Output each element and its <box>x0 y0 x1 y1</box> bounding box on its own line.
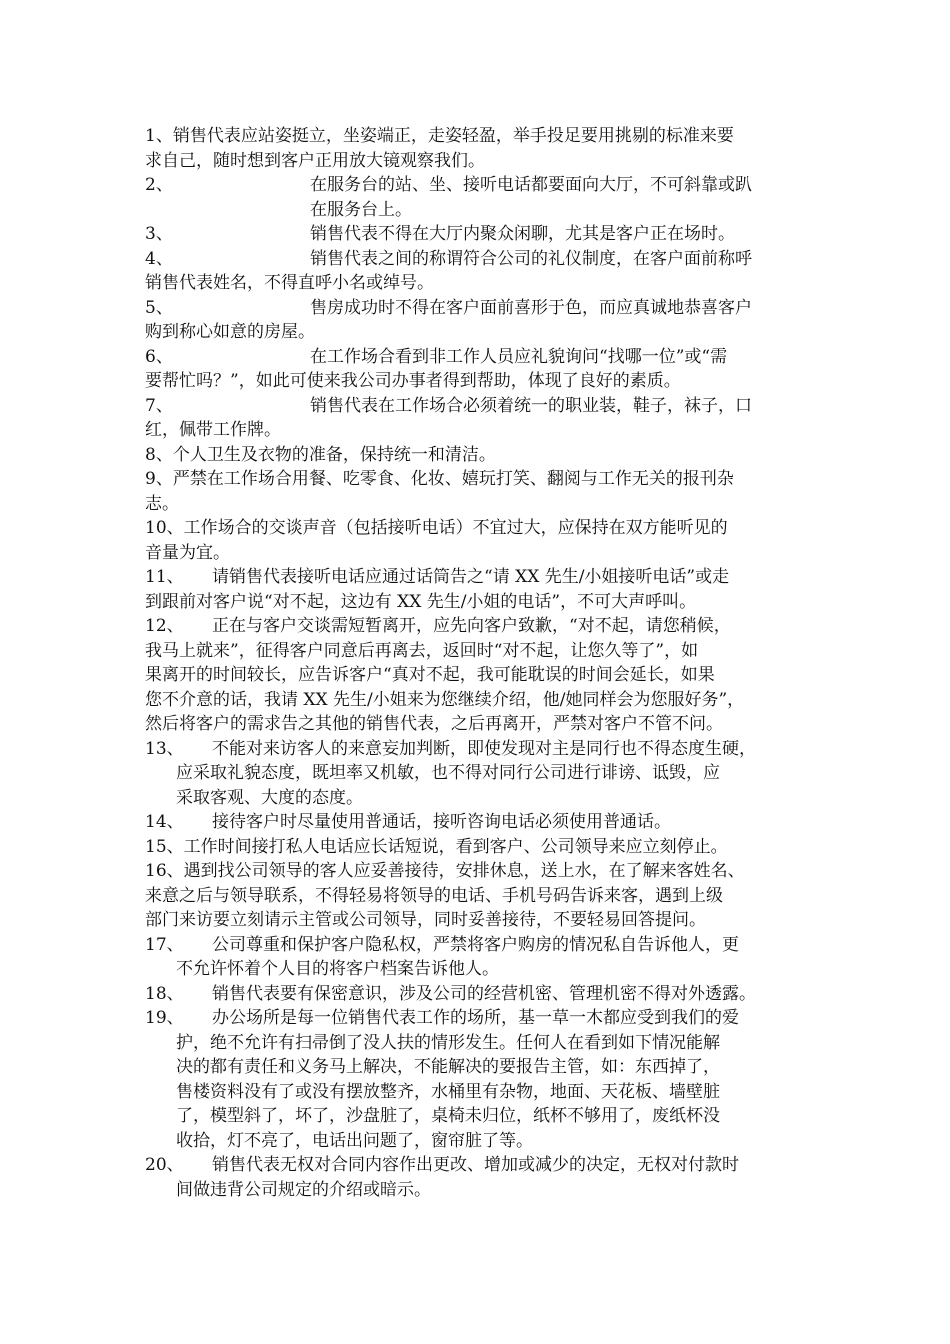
rule-19 <box>145 1006 820 1153</box>
rule-text: 售楼资料没有了或没有摆放整齐，水桶里有杂物，地面、天花板、墙壁脏 <box>176 1081 720 1102</box>
rule-number: 20、 <box>145 1155 184 1175</box>
rule-text: 严禁在工作场合用餐、吃零食、化妆、嬉玩打笑、翻阅与工作无关的报刊杂 <box>172 469 734 489</box>
rule-text: 购到称心如意的房屋。 <box>145 322 315 342</box>
rule-text: 接待客户时尽量使用普通话，接听咨询电话必须使用普通话。 <box>212 812 671 832</box>
rule-text: 办公场所是每一位销售代表工作的场所，基一草一木都应受到我们的爱 <box>212 1008 739 1028</box>
rule-text: 公司尊重和保护客户隐私权，严禁将客户购房的情况私自告诉他人，更 <box>212 934 739 955</box>
rule-text: 采取客观、大度的态度。 <box>176 787 363 808</box>
rule-13 <box>145 737 820 811</box>
rule-text: 不允许怀着个人目的将客户档案告诉他人。 <box>176 959 499 979</box>
rule-text: 红，佩带工作牌。 <box>145 420 281 440</box>
rule-text: 在工作场合看到非工作人员应礼貌询问“找哪一位”或“需 <box>310 346 728 367</box>
rule-6 <box>145 345 820 394</box>
rule-text: 正在与客户交谈需短暂离开，应先向客户致歉，“对不起，请您稍候， <box>212 616 731 636</box>
rule-text: 在服务台的站、坐、接听电话都要面向大厅，不可斜靠或趴 <box>310 175 752 195</box>
rule-number: 9、 <box>145 469 173 489</box>
rule-10 <box>145 516 820 565</box>
rule-number: 14、 <box>145 812 184 832</box>
rule-text: 果离开的时间较长，应告诉客户“真对不起，我可能耽误的时间会延长，如果 <box>145 665 715 685</box>
rule-text: 销售代表无权对合同内容作出更改、增加或减少的决定，无权对付款时 <box>212 1155 739 1175</box>
rule-18 <box>145 982 820 1007</box>
rule-text: 销售代表之间的称谓符合公司的礼仪制度，在客户面前称呼 <box>310 248 752 269</box>
rule-number: 17、 <box>145 934 184 955</box>
rule-text: 销售代表不得在大厅内聚众闲聊，尤其是客户正在场时。 <box>310 224 735 244</box>
rule-text: 到跟前对客户说“对不起，这边有 XX 先生/小姐的电话”，不可大声呼叫。 <box>145 591 697 612</box>
rule-number: 19、 <box>145 1008 184 1028</box>
rule-text: 您不介意的话，我请 XX 先生/小姐来为您继续介绍，他/她同样会为您服好务”， <box>145 689 745 710</box>
rule-15 <box>145 835 820 860</box>
rule-8 <box>145 443 820 468</box>
rule-text: 在服务台上。 <box>310 199 412 220</box>
rule-text: 销售代表姓名，不得直呼小名或绰号。 <box>145 273 434 293</box>
rule-text: 要帮忙吗？”，如此可使来我公司办事者得到帮助，体现了良好的素质。 <box>145 371 681 391</box>
rule-text: 应采取礼貌态度，既坦率又机敏，也不得对同行公司进行诽谤、诋毁，应 <box>176 763 720 783</box>
rule-number: 10、 <box>145 518 184 538</box>
rule-12 <box>145 614 820 737</box>
rule-number: 3、 <box>145 224 173 244</box>
rule-9 <box>145 467 820 516</box>
rule-number: 7、 <box>145 395 173 416</box>
rule-text: 销售代表要有保密意识，涉及公司的经营机密、管理机密不得对外透露。 <box>212 983 756 1004</box>
rule-text: 间做违背公司规定的介绍或暗示。 <box>176 1179 431 1200</box>
rule-20 <box>145 1153 820 1202</box>
rule-text: 志。 <box>145 493 179 514</box>
rule-number: 6、 <box>145 346 173 367</box>
rule-4 <box>145 247 820 296</box>
rule-number: 15、 <box>145 836 184 857</box>
rule-11 <box>145 565 820 614</box>
rule-text: 然后将客户的需求告之其他的销售代表，之后再离开，严禁对客户不管不问。 <box>145 714 723 734</box>
rule-text: 来意之后与领导联系，不得轻易将领导的电话、手机号码告诉来客，遇到上级 <box>145 885 723 906</box>
rule-number: 8、 <box>145 444 173 465</box>
rule-3 <box>145 222 820 247</box>
rule-text: 销售代表在工作场合必须着统一的职业装，鞋子，袜子，口 <box>310 395 752 416</box>
rule-14 <box>145 810 820 835</box>
rule-number: 12、 <box>145 616 184 636</box>
rule-text: 不能对来访客人的来意妄加判断，即使发现对主是同行也不得态度生硬， <box>212 738 756 759</box>
rule-1 <box>145 124 820 173</box>
rule-text: 决的都有责任和义务马上解决，不能解决的要报告主管，如：东西掉了， <box>176 1057 720 1077</box>
rule-16 <box>145 859 820 933</box>
rule-text: 个人卫生及衣物的准备，保持统一和清洁。 <box>172 444 496 465</box>
rule-7 <box>145 394 820 443</box>
rule-number: 5、 <box>145 297 173 318</box>
rule-text: 音量为宜。 <box>145 542 230 563</box>
rule-text: 收拾，灯不亮了，电话出问题了，窗帘脏了等。 <box>176 1130 533 1151</box>
rule-text: 销售代表应站姿挺立，坐姿端正，走姿轻盈，举手投足要用挑剔的标准来要 <box>172 126 734 146</box>
rule-text: 请销售代表接听电话应通过话筒告之“请 XX 先生/小姐接听电话”或走 <box>212 567 730 587</box>
rule-number: 1、 <box>145 126 173 146</box>
rule-text: 我马上就来”，征得客户同意后再离去，返回时“对不起，让您久等了”，如 <box>145 640 699 661</box>
rule-number: 11、 <box>145 567 184 587</box>
rule-5 <box>145 296 820 345</box>
rule-text: 了，模型斜了，坏了，沙盘脏了，桌椅未归位，纸杯不够用了，废纸杯没 <box>176 1106 720 1126</box>
rule-17 <box>145 933 820 982</box>
rule-number: 16、 <box>145 861 184 881</box>
rule-text: 部门来访要立刻请示主管或公司领导，同时妥善接待，不要轻易回答提问。 <box>145 910 706 930</box>
rule-number: 2、 <box>145 175 173 195</box>
rules-list <box>145 124 820 1202</box>
rule-text: 售房成功时不得在客户面前喜形于色，而应真诚地恭喜客户 <box>310 297 752 318</box>
rule-text: 遇到找公司领导的客人应妥善接待，安排休息，送上水，在了解来客姓名、 <box>183 861 745 881</box>
rule-number: 18、 <box>145 983 184 1004</box>
rule-text: 护，绝不允许有扫帚倒了没人扶的情形发生。任何人在看到如下情况能解 <box>176 1032 720 1053</box>
rule-number: 13、 <box>145 738 184 759</box>
rule-text: 工作时间接打私人电话应长话短说，看到客户、公司领导来应立刻停止。 <box>183 836 728 857</box>
rule-text: 求自己，随时想到客户正用放大镜观察我们。 <box>145 150 485 171</box>
rule-text: 工作场合的交谈声音（包括接听电话）不宜过大，应保持在双方能听见的 <box>183 518 728 538</box>
rule-number: 4、 <box>145 248 173 269</box>
rule-2 <box>145 173 820 222</box>
